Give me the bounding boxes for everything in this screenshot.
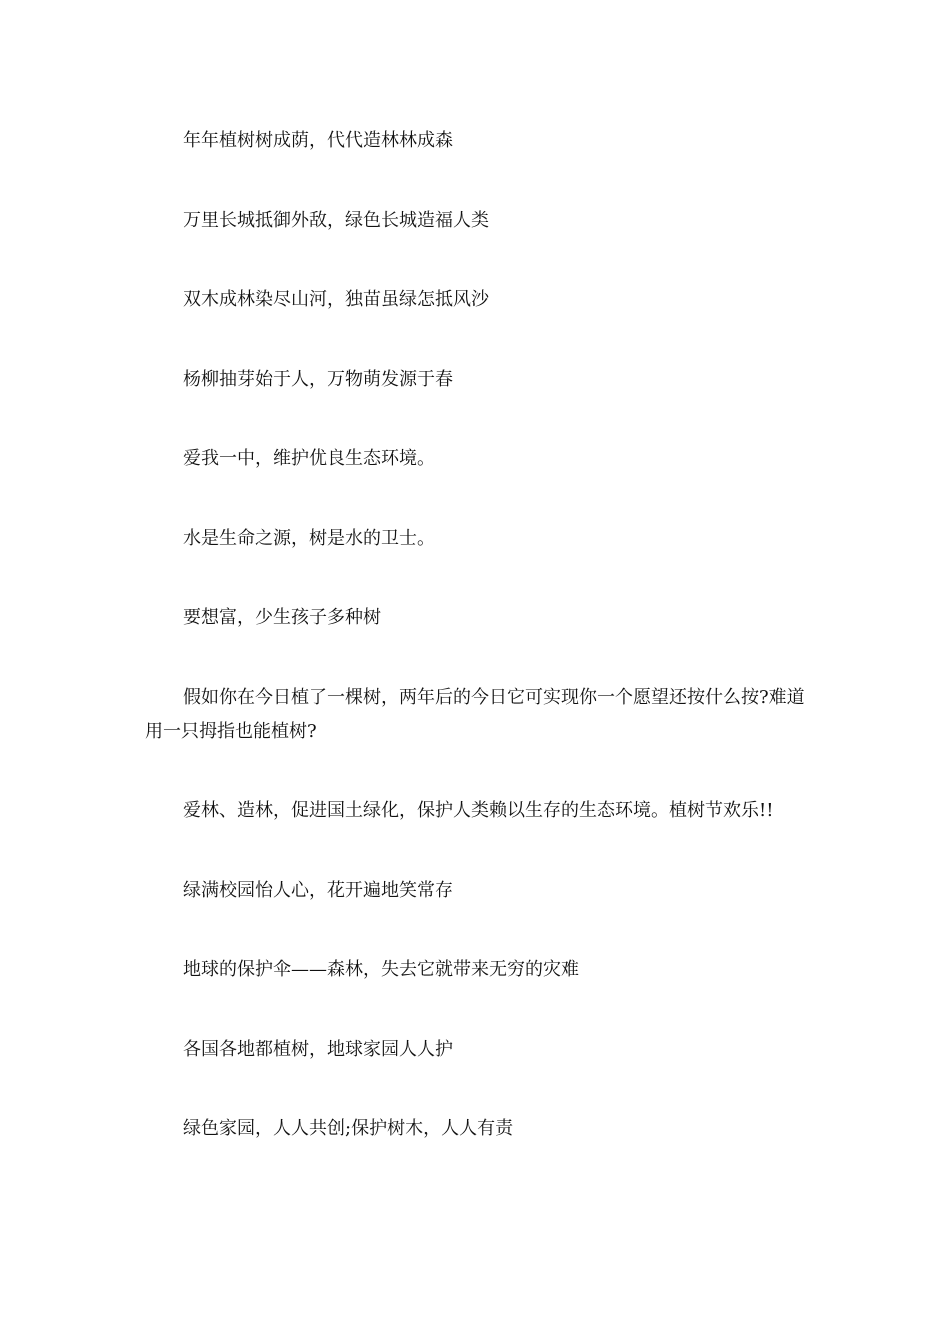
paragraph-4: 杨柳抽芽始于人，万物萌发源于春 (183, 368, 453, 390)
paragraph-8: 假如你在今日植了一棵树，两年后的今日它可实现你一个愿望还按什么按?难道用一只拇指也能植树? (145, 686, 805, 742)
paragraph-11: 地球的保护伞——森林，失去它就带来无穷的灾难 (183, 959, 579, 980)
paragraph-10: 绿满校园怡人心，花开遍地笑常存 (183, 879, 453, 901)
document-body (145, 124, 810, 1192)
paragraph-6: 水是生命之源，树是水的卫士。 (183, 527, 435, 549)
paragraph-12: 各国各地都植树，地球家园人人护 (183, 1038, 453, 1060)
paragraph-2: 万里长城抵御外敌，绿色长城造福人类 (183, 209, 489, 231)
paragraph-13: 绿色家园，人人共创;保护树木，人人有责 (183, 1118, 514, 1139)
paragraph-3: 双木成林染尽山河，独苗虽绿怎抵风沙 (183, 289, 489, 310)
paragraph-9: 爱林、造林，促进国土绿化，保护人类赖以生存的生态环境。植树节欢乐!! (183, 800, 774, 821)
paragraph-5: 爱我一中，维护优良生态环境。 (183, 448, 435, 469)
paragraph-7: 要想富，少生孩子多种树 (183, 607, 381, 628)
paragraph-1: 年年植树树成荫，代代造林林成森 (183, 130, 453, 151)
